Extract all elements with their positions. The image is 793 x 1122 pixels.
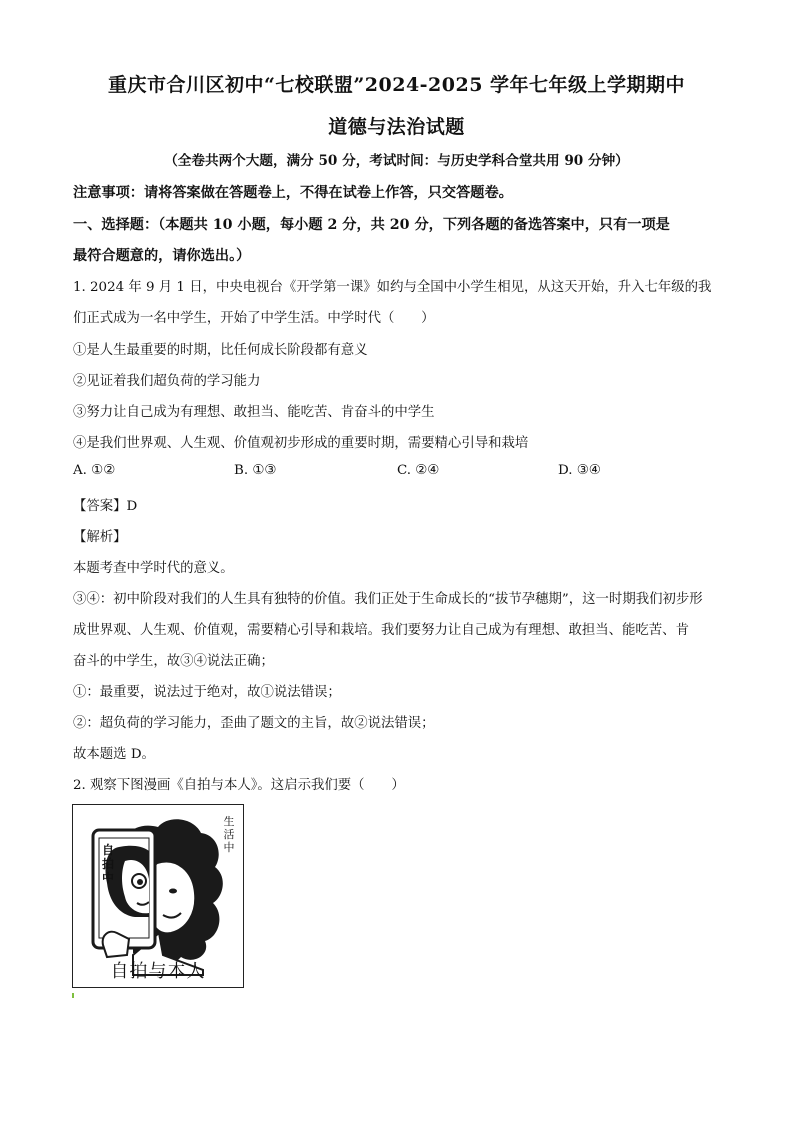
q1-item-1: ①是人生最重要的时期，比任何成长阶段都有意义: [73, 343, 368, 358]
q1-analysis-label: 【解析】: [73, 530, 127, 545]
q2-stem: 2. 观察下图漫画《自拍与本人》。这启示我们要（ ）: [73, 778, 405, 793]
exam-notice: 注意事项：请将答案做在答题卷上，不得在试卷上作答，只交答题卷。: [73, 185, 513, 201]
exam-subtitle: （全卷共两个大题，满分 50 分，考试时间：与历史学科合堂共用 90 分钟）: [164, 153, 629, 169]
q1-answer: 【答案】D: [73, 499, 138, 514]
q1-item-2: ②见证着我们超负荷的学习能力: [73, 374, 261, 389]
cartoon-label-life: 生活中: [223, 815, 235, 854]
selfie-pupil: [137, 879, 143, 885]
q1-analysis-line: ①：最重要，说法过于绝对，故①说法错误；: [73, 685, 341, 700]
q1-analysis-line: ②：超负荷的学习能力，歪曲了题文的主旨，故②说法错误；: [73, 716, 435, 731]
q1-stem-line1: 1. 2024 年 9 月 1 日，中央电视台《开学第一课》如约与全国中小学生相见，从这天开始，升入七年级的我: [73, 280, 712, 295]
q1-item-4: ④是我们世界观、人生观、价值观初步形成的重要时期，需要精心引导和栽培: [73, 436, 529, 451]
q1-analysis-line: ③④：初中阶段对我们的人生具有独特的价值。我们正处于生命成长的“拔节孕穗期”，这一时期我们初步形: [73, 592, 703, 607]
q1-item-3: ③努力让自己成为有理想、敢担当、能吃苦、肯奋斗的中学生: [73, 405, 435, 420]
q1-analysis-line: 奋斗的中学生，故③④说法正确；: [73, 654, 274, 669]
q1-option-d: D. ③④: [558, 463, 601, 478]
cartoon-label-selfie: 自拍中: [101, 843, 114, 885]
scan-mark: [72, 993, 74, 998]
section1-heading-line2: 最符合题意的，请你选出。）: [73, 248, 251, 264]
section1-heading-line1: 一、选择题：（本题共 10 小题，每小题 2 分，共 20 分，下列各题的备选答案中，只有一项是: [73, 217, 670, 233]
exam-title-line2: 道德与法治试题: [328, 116, 465, 138]
q1-analysis-line: 本题考查中学时代的意义。: [73, 561, 234, 576]
cartoon-caption: 自拍与本人: [110, 961, 206, 982]
q1-option-c: C. ②④: [397, 463, 440, 478]
selfie-cartoon-image: [72, 804, 244, 988]
real-eye: [169, 889, 177, 894]
q1-stem-line2: 们正式成为一名中学生，开始了中学生活。中学时代（ ）: [73, 311, 435, 326]
exam-title-line1: 重庆市合川区初中“七校联盟”2024-2025 学年七年级上学期期中: [107, 74, 686, 96]
q1-option-a: A. ①②: [73, 463, 116, 478]
q1-option-b: B. ①③: [234, 463, 277, 478]
q1-analysis-line: 故本题选 D。: [73, 747, 155, 762]
q1-analysis-line: 成世界观、人生观、价值观，需要精心引导和栽培。我们要努力让自己成为有理想、敢担当、能吃苦、肯: [73, 623, 689, 638]
